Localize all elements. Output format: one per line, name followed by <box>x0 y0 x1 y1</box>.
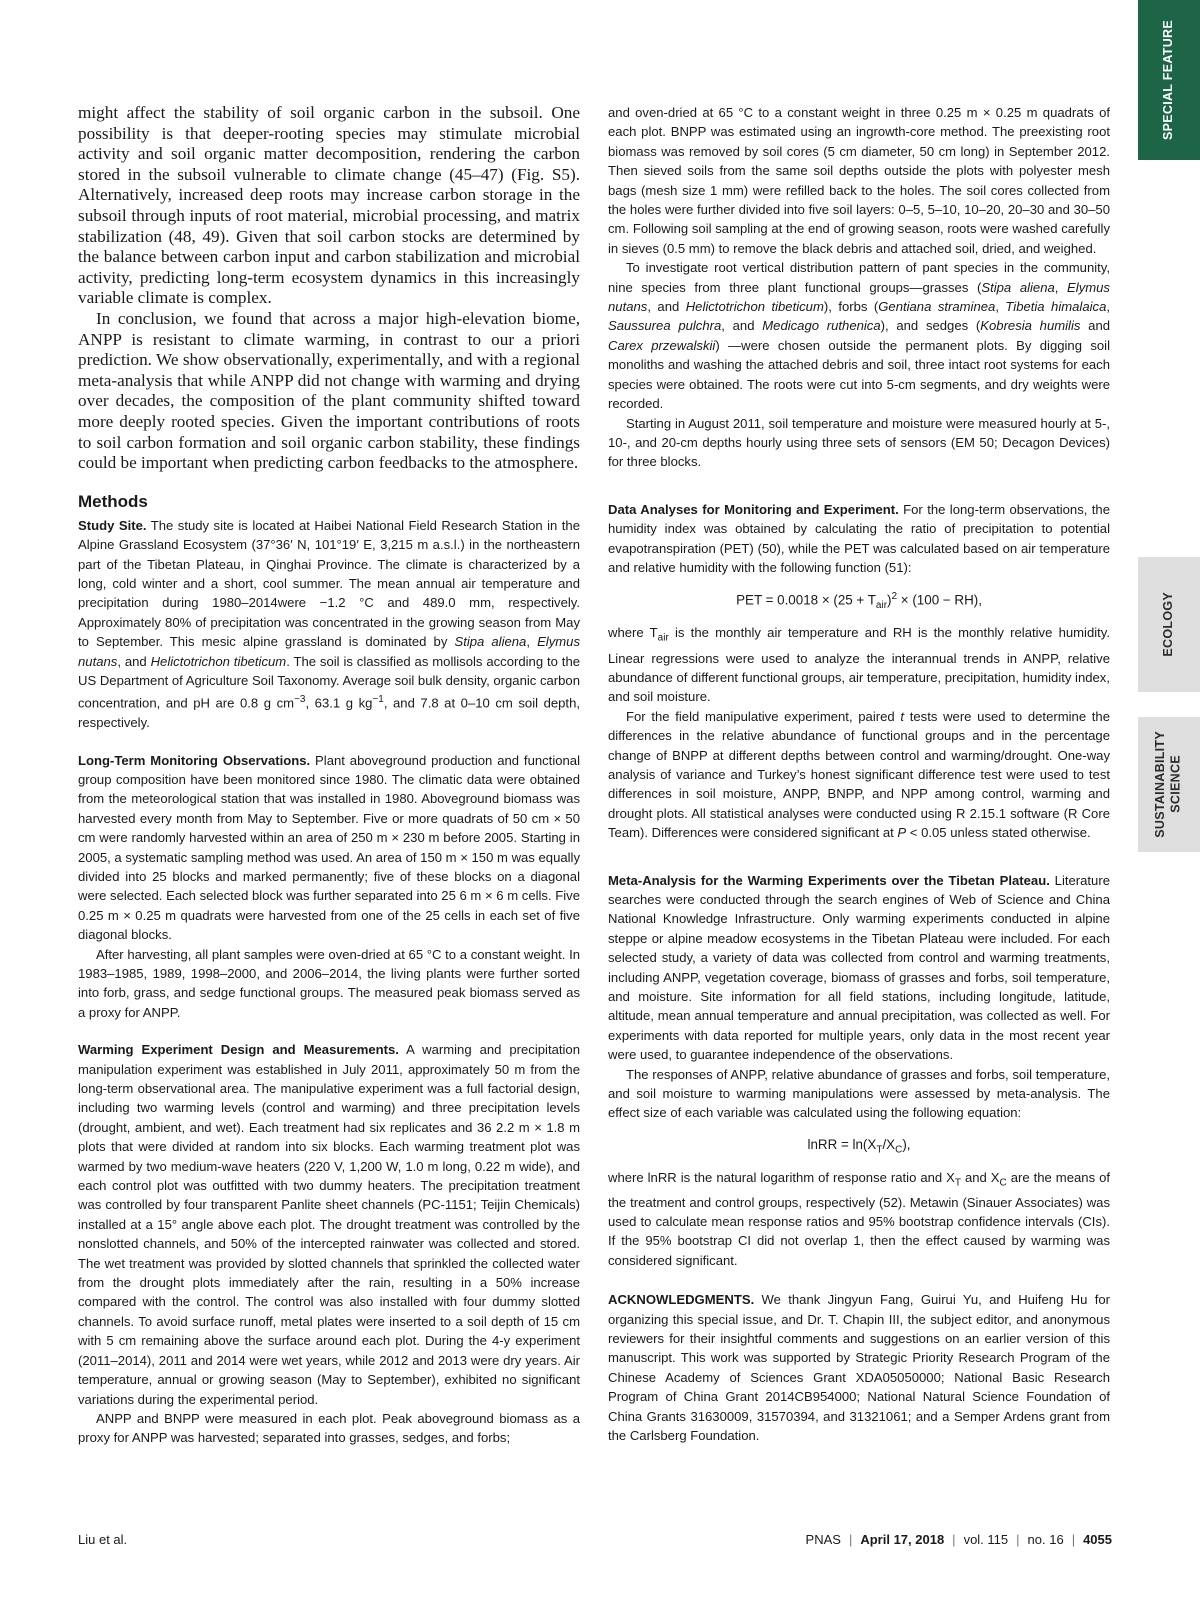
acknowledgments-paragraph: ACKNOWLEDGMENTS. We thank Jingyun Fang, Guirui Yu, and Huifeng Hu for organizing this special issue, and Dr. T. Chapin III, the subject editor, and anonymous reviewers for their insightful comments and suggestions on an earlier version of this manuscript. This work was supported by Strategic Priority Research Program of the Chinese Academy of Sciences Grant XDA05050000; National Basic Research Program of China Grant 2014CB954000; National Natural Science Foundation of China Grants 31630009, 31570394, and 31321061; and a Semper Ardens grant from the Carlsberg Foundation. <box>608 1292 1110 1443</box>
harvest-paragraph: After harvesting, all plant samples were oven-dried at 65 °C to a constant weight. In 1983–1985, 1989, 1998–2000, and 2006–2014, the living plants were further sorted into forb, grass, and sedge functional groups. The measured peak biomass served as a proxy for ANPP. <box>78 946 580 1020</box>
footer-issue: no. 16 <box>1027 1532 1064 1547</box>
footer-page-number: 4055 <box>1083 1532 1112 1547</box>
footer-citation: PNAS | April 17, 2018 | vol. 115 | no. 16 | 4055 <box>805 1532 1112 1547</box>
effect-size-paragraph: The responses of ANPP, relative abundance of grasses and forbs, soil temperature, and soil moisture to warming manipulations were assessed by meta-analysis. The effect size of each variable was calculated using the following equation: <box>608 1066 1110 1121</box>
sustainability-science-tab <box>1138 717 1200 852</box>
anpp-bnpp-paragraph: ANPP and BNPP were measured in each plot. Peak aboveground biomass as a proxy for ANPP was harvested; separated into grasses, sedges, and forbs; <box>78 1410 580 1446</box>
regression-paragraph: where $T_{air}$ is the monthly air temperature and RH is the monthly relative humidity. Linear regressions were used to analyze the interannual trends in ANPP, relative abundance of different functional groups, air temperature, precipitation, humidity index, and soil moisture. <box>608 625 1111 705</box>
methods-heading: Methods <box>78 491 148 511</box>
study-site-label: Study Site. <box>78 517 147 533</box>
root-distribution-paragraph: To investigate root vertical distribution pattern of pant species in the community, nine species from three plant functional groups—grasses (Stipa aliena, Elymus nutans, and Helictotrichon tibeticum), forbs (Gentiana straminea, Tibetia himalaica, Saussurea pulchra, and Medicago ruthenica), and sedges (Kobresia humilis and Carex przewalskii) —were chosen outside the permanent plots. By digging soil monoliths and washing the attached debris and soil, three intact root systems for each species were obtained. The roots were cut into 5-cm segments, and dry weights were recorded. <box>608 260 1111 412</box>
left-column <box>78 103 580 1448</box>
bnpp-paragraph: and oven-dried at 65 °C to a constant weight in three 0.25 m × 0.25 m quadrats of each plot. BNPP was estimated using an ingrowth-core method. The preexisting root biomass was removed by soil cores (5 cm diameter, 50 cm long) in September 2012. Then sieved soils from the same soil depths outside the plots with polyester mesh bags (mesh size 1 mm) were refilled back to the holes. The soil cores collected from the holes were further divided into five soil layers: 0–5, 5–10, 10–20, 20–30 and 30–50 cm. Following soil sampling at the end of growing season, roots were washed carefully in sieves (0.5 mm) to remove the black debris and attached soil, dried, and weighed. <box>608 105 1110 256</box>
warming-experiment-label: Warming Experiment Design and Measurements. <box>78 1042 399 1058</box>
discussion-paragraph: might affect the stability of soil organic carbon in the subsoil. One possibility is that deeper-rooting species may stimulate microbial activity and soil organic matter decomposition, rendering the carbon stored in the subsoil vulnerable to climate change (45–47) (Fig. S5). Alternatively, increased deep roots may increase carbon storage in the subsoil through inputs of root material, microbial processing, and matrix stabilization (48, 49). Given that soil carbon stocks are determined by the balance between carbon input and carbon stabilization and microbial activity, predicting long-term ecosystem dynamics in this increasingly variable climate is complex. <box>78 103 580 308</box>
acknowledgments-label: ACKNOWLEDGMENTS. <box>608 1292 755 1308</box>
meta-analysis-label: Meta-Analysis for the Warming Experiments over the Tibetan Plateau. <box>608 872 1050 888</box>
special-feature-tab <box>1138 0 1200 160</box>
footer-author: Liu et al. <box>78 1532 128 1547</box>
data-analyses-label: Data Analyses for Monitoring and Experiment. <box>608 501 899 517</box>
pet-equation: PET = $0.0018 \times (25 + T_{air})^2 \times (100 - RH)$, <box>736 591 982 612</box>
special-feature-label: SPECIAL FEATURE <box>1161 19 1176 141</box>
footer-journal: PNAS <box>805 1532 841 1547</box>
conclusion-paragraph: In conclusion, we found that across a major high-elevation biome, ANPP is resistant to climate warming, in contrast to our a priori prediction. We show observationally, experimentally, and with a regional meta-analysis that while ANPP did not change with warming and drying over decades, the composition of the plant community shifted toward more deeply rooted species. Given the important contributions of roots to soil carbon formation and soil organic carbon stability, these findings could be important when predicting carbon feedbacks to the atmosphere. <box>78 308 580 473</box>
warming-experiment-paragraph: Warming Experiment Design and Measurements. A warming and precipitation manipulation experiment was established in July 2011, approximately 50 m from the long-term observational area. The manipulative experiment was a full factorial design, including two warming levels (control and warming) and three precipitation levels (drought, ambient, and wet). Each treatment had six replicates and 36 2.2 m × 1.8 m plots that were divided at random into six blocks. Each warming treatment plot was warmed by two medium-wave heaters (220 V, 1,200 W, 1.0 m long, 0.22 m wide), and each control plot was outfitted with two dummy heaters. The precipitation treatment was controlled by four transparent Panlite sheet channels (PC-1151; Teijin Chemicals) installed at a 15° angle above each plot. The drought treatment was controlled by the nonslotted channels, and 50% of the intercepted rainwater was collected and stored. The wet treatment was provided by slotted channels that sprinkled the collected water from the drought plots immediately after the rain, resulting in a 50% increase compared with the control. The control was also installed with four dummy slotted channels. To avoid surface runoff, metal plates were inserted to a soil depth of 15 cm with 5 cm remaining above the surface around each plot. During the 4-y experiment (2011–2014), 2011 and 2014 were wet years, while 2012 and 2013 were dry years. Air temperature, annual or growing season (May to September), exhibited no significant variations during the experimental period. <box>78 1042 580 1407</box>
ecology-tab <box>1138 557 1200 692</box>
data-analyses-paragraph: Data Analyses for Monitoring and Experiment. For the long-term observations, the humidity index was obtained by calculating the ratio of precipitation to potential evapotranspiration (PET) (50), while the PET was calculated based on air temperature and relative humidity with the following function (51): <box>608 501 1111 575</box>
footer-volume: vol. 115 <box>963 1532 1009 1547</box>
study-site-paragraph: Study Site. The study site is located at Haibei National Field Research Station in the Alpine Grassland Ecosystem (37°36′ N, 101°19′ E, 3,215 m a.s.l.) in the northeastern part of the Tibetan Plateau, in Qinghai Province. The climate is characterized by a long, cold winter and a short, cool summer. The mean annual air temperature and precipitation during 1980–2014were −1.2 °C and 489.0 mm, respectively. Approximately 80% of precipitation was concentrated in the growing season from May to September. This mesic alpine grassland is dominated by Stipa aliena, Elymus nutans, and Helictotrichon tibeticum. The soil is classified as mollisols according to the US Department of Agriculture Soil Taxonomy. Average soil bulk density, organic carbon concentration, and pH are 0.8 g $cm^{-3}$, 63.1 g $kg^{-1}$, and 7.8 at 0–10 cm soil depth, respectively. <box>78 517 581 731</box>
footer-date: April 17, 2018 <box>860 1532 945 1547</box>
long-term-monitoring-label: Long-Term Monitoring Observations. <box>78 752 311 768</box>
long-term-monitoring-paragraph: Long-Term Monitoring Observations. Plant aboveground production and functional group composition have been monitored since 1980. The climatic data were obtained from the meteorological station that was installed in 1980. Aboveground biomass was harvested every month from May to September. Five or more quadrats of 50 cm × 50 cm were randomly harvested within an area of 250 m × 230 m before 2005. Starting in 2005, a systematic sampling method was used. An area of 150 m × 150 m was equally divided into 25 blocks and marked permanently; five of these blocks on a diagonal were selected. Each selected block was further separated into 25 6 m × 6 m cells. Five 0.25 m × 0.25 m quadrats were harvested from one of the 25 cells in each set of five diagonal blocks. <box>78 752 580 943</box>
sustainability-science-label: SUSTAINABILITY SCIENCE <box>1153 731 1183 838</box>
sensor-paragraph: Starting in August 2011, soil temperature and moisture were measured hourly at 5-, 10-, and 20-cm depths hourly using three sets of sensors (EM 50; Decagon Devices) for three blocks. <box>608 415 1110 470</box>
right-column <box>608 103 1110 1445</box>
statistics-paragraph: For the field manipulative experiment, paired t tests were used to determine the differences in the relative abundance of functional groups and in the percentage change of BNPP at different depths between control and warming/drought. One-way analysis of variance and Turkey’s honest significant difference test were used to test differences in soil moisture, ANPP, BNPP, and NPP among control, warming and drought plots. All statistical analyses were conducted using R 2.15.1 software (R Core Team). Differences were considered significant at P < 0.05 unless stated otherwise. <box>608 708 1110 841</box>
lnrr-equation: lnRR = $\ln(X_T/X_C)$, <box>807 1136 911 1156</box>
lnrr-description-paragraph: where lnRR is the natural logarithm of response ratio and $X_T$ and $X_C$ are the means of the treatment and control groups, respectively (52). Metawin (Sinauer Associates) was used to calculate mean response ratios and 95% bootstrap confidence intervals (CIs). If the 95% bootstrap CI did not overlap 1, then the effect caused by warming was considered significant. <box>608 1169 1111 1268</box>
ecology-label: ECOLOGY <box>1161 592 1176 657</box>
meta-analysis-paragraph: Meta-Analysis for the Warming Experiments over the Tibetan Plateau. Literature searches were conducted through the search engines of Web of Science and China National Knowledge Infrastructure. Only warming experiments conducted in alpine steppe or alpine meadow ecosystems in the Tibetan Plateau were included. For each selected study, a variety of data was collected from control and warming treatments, including ANPP, vegetation coverage, biomass of grasses and forbs, soil temperature, and moisture. Site information for all field stations, including longitude, latitude, altitude, mean annual temperature and annual precipitation, was collected as well. For experiments with data reported for multiple years, only data in the most recent year were used, to guarantee independence of the observations. <box>608 872 1110 1063</box>
